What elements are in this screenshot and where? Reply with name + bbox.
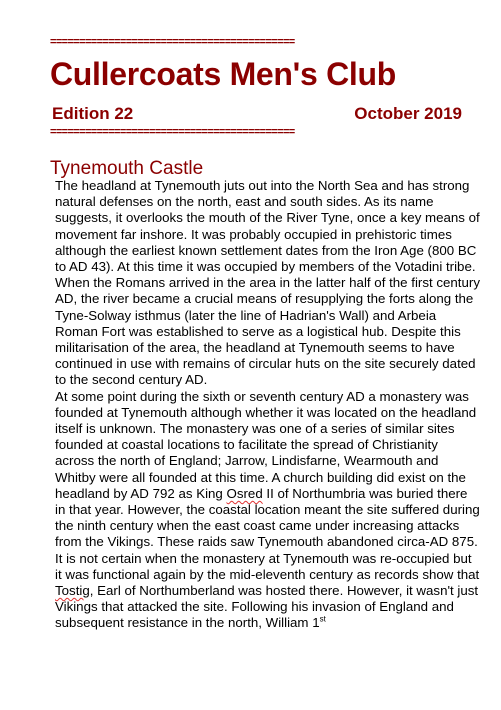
edition-row	[52, 104, 462, 124]
paragraph-text: At some point during the sixth or seventh century AD a monastery was founded at Tynemouth although whether it was located on the headland itself is unknown. The monastery was one of a series of similar sites founded at coastal locations to facilitate the spread of Christianity across the north of England; Jarrow, Lindisfarne, Wearmouth and Whitby were all founded at this time. A church building did exist on the headland by AD 792 as King	[55, 388, 477, 501]
newsletter-title: Cullercoats Men's Club	[50, 56, 396, 92]
article-paragraph: The headland at Tynemouth juts out into the North Sea and has strong natural defenses on the north, east and south sides. As its name suggests, it overlooks the mouth of the River Tyne, once a key means of movement far inshore. It was probably occupied in prehistoric times although the earliest known settlement dates from the Iron Age (800 BC to AD 43). At this time it was occupied by members of the Votadini tribe. When the Romans arrived in the area in the latter half of the first century AD, the river became a crucial means of resupplying the forts along the Tyne-Solway isthmus (later the line of Hadrian's Wall) and Arbeia Roman Fort was established to serve as a logistical hub. Despite this militarisation of the area, the headland at Tynemouth seems to have continued in use with remains of circular huts on the site securely dated to the second century AD.	[55, 178, 480, 388]
spellcheck-word: Osred	[226, 485, 263, 501]
masthead-rule-bottom: ==========================================	[50, 126, 295, 138]
article-body	[55, 178, 480, 632]
spellcheck-word: Tostig	[55, 583, 90, 599]
edition-number: Edition 22	[52, 104, 134, 123]
article-title: Tynemouth Castle	[50, 158, 204, 179]
paragraph-text: II of Northumbria was buried there in that year. However, the coastal location meant the site suffered during the ninth century when the east coast came under increasing attacks from the Vikings. These raids saw Tynemouth abandoned circa-AD 875. It is not certain when the monastery at Tynemouth was re-occupied but it was functional again by the mid-eleventh century as records show that	[55, 485, 480, 582]
ordinal-suffix: st	[319, 615, 326, 625]
edition-date: October 2019	[354, 104, 462, 123]
article-paragraph	[55, 389, 480, 632]
masthead-rule-top: ==========================================	[50, 36, 295, 48]
paragraph-text: , Earl of Northumberland was hosted there. However, it wasn't just Vikings that attacked the site. Following his invasion of England and subsequent resistance in the north, William 1	[55, 583, 479, 631]
